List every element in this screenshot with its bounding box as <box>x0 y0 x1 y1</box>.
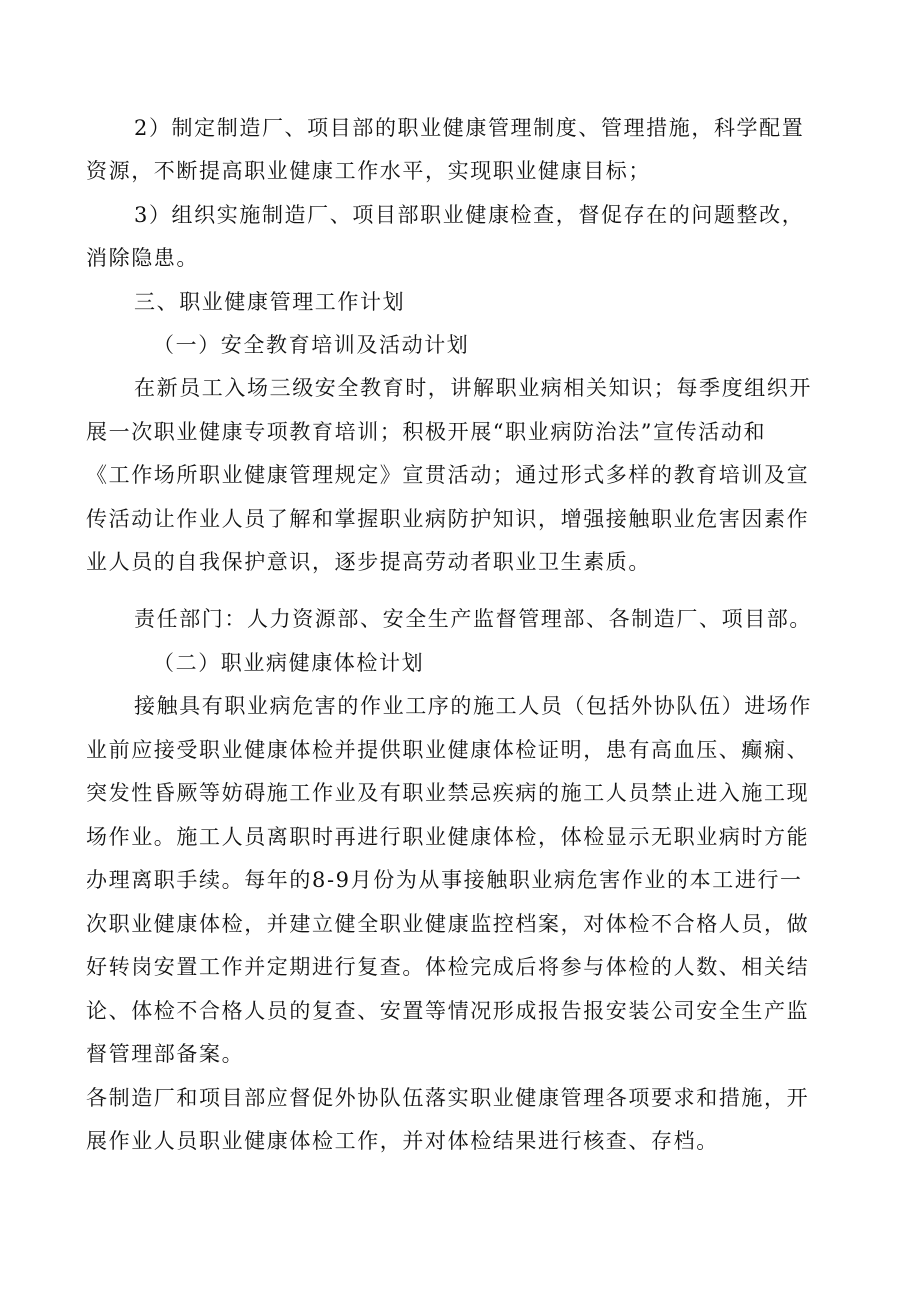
text-line: 3）组织实施制造厂、项目部职业健康检查，督促存在的问题整改， <box>134 203 805 227</box>
text-line: 资源，不断提高职业健康工作水平，实现职业健康目标； <box>86 159 651 183</box>
text-line: 督管理部备案。 <box>86 1042 245 1066</box>
text-line: 各制造厂和项目部应督促外协队伍落实职业健康管理各项要求和措施，开 <box>86 1086 810 1110</box>
text-line: 《工作场所职业健康管理规定》宣贯活动；通过形式多样的教育培训及宣 <box>86 463 810 487</box>
text-line: 办理离职手续。每年的8-9月份为从事接触职业病危害作业的本工进行一 <box>86 868 803 892</box>
section-heading: 三、职业健康管理工作计划 <box>134 290 406 314</box>
text-line: 展作业人员职业健康体检工作，并对体检结果进行核查、存档。 <box>86 1129 719 1153</box>
text-line: 业人员的自我保护意识，逐步提高劳动者职业卫生素质。 <box>86 550 651 574</box>
text-line: 消除隐患。 <box>86 246 199 270</box>
responsible-departments: 责任部门：人力资源部、安全生产监督管理部、各制造厂、项目部。 <box>134 607 812 631</box>
text-line: 突发性昏厥等妨碍施工作业及有职业禁忌疾病的施工人员禁止进入施工现 <box>86 781 810 805</box>
text-line: 2）制定制造厂、项目部的职业健康管理制度、管理措施，科学配置 <box>134 116 805 140</box>
text-line: 次职业健康体检，并建立健全职业健康监控档案，对体检不合格人员，做 <box>86 912 810 936</box>
text-line: 业前应接受职业健康体检并提供职业健康体检证明，患有高血压、癫痫、 <box>86 738 810 762</box>
subsection-heading: （一）安全教育培训及活动计划 <box>153 333 470 357</box>
text-line: 接触具有职业病危害的作业工序的施工人员（包括外协队伍）进场作 <box>134 694 812 718</box>
text-line: 展一次职业健康专项教育培训；积极开展“职业病防治法”宣传活动和 <box>86 420 767 444</box>
text-line: 在新员工入场三级安全教育时，讲解职业病相关知识；每季度组织开 <box>134 376 812 400</box>
text-line: 好转岗安置工作并定期进行复查。体检完成后将参与体检的人数、相关结 <box>86 955 810 979</box>
text-line: 论、体检不合格人员的复查、安置等情况形成报告报安装公司安全生产监 <box>86 999 810 1023</box>
text-line: 场作业。施工人员离职时再进行职业健康体检，体检显示无职业病时方能 <box>86 825 810 849</box>
subsection-heading: （二）职业病健康体检计划 <box>153 651 425 675</box>
text-line: 传活动让作业人员了解和掌握职业病防护知识，增强接触职业危害因素作 <box>86 507 810 531</box>
